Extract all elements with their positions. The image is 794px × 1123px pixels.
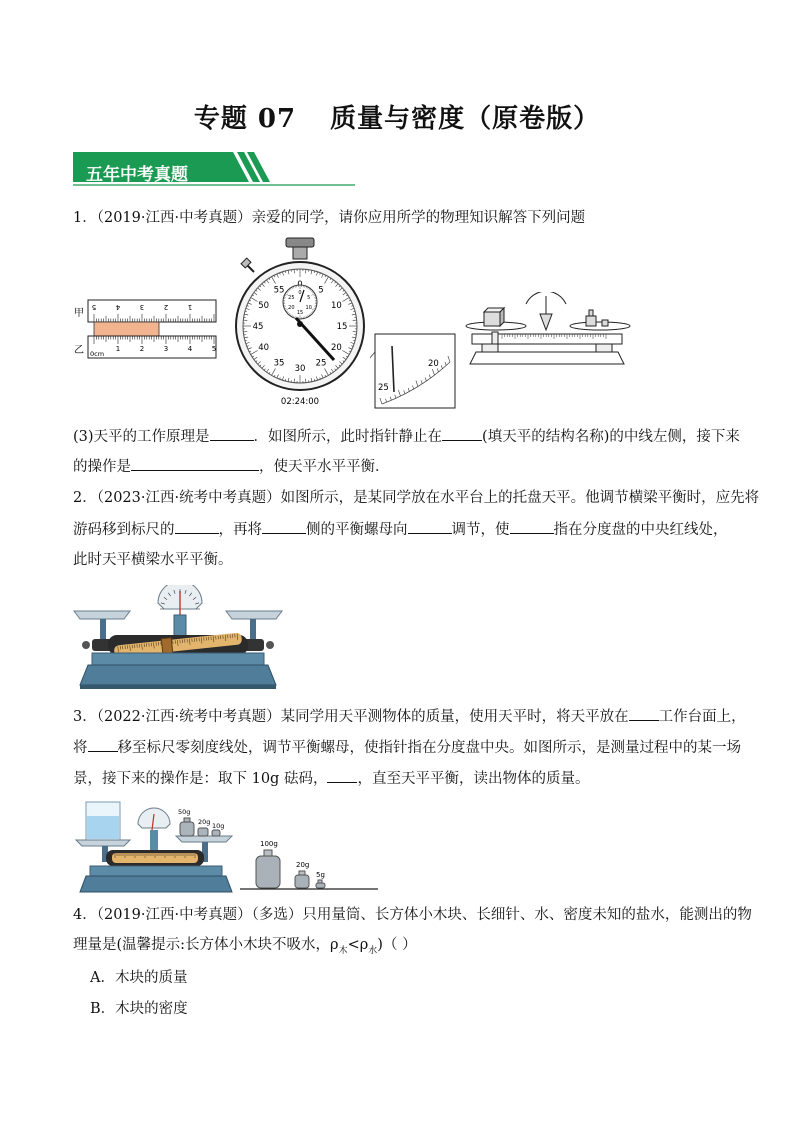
q4-line1: 4．（2019·江西·中考真题）（多选）只用量筒、长方体小木块、长细针、水、密度未知的盐水，能测出的物: [73, 907, 752, 923]
stopwatch-inner-number: 0: [298, 290, 302, 296]
stopwatch-number: 20: [330, 343, 342, 353]
q2-line3: 此时天平横梁水平平衡。: [73, 552, 233, 568]
ruler-number: 2: [139, 345, 145, 353]
balance-color-figure: [70, 585, 288, 691]
q1-line1-a: (3)天平的工作原理是: [73, 429, 210, 445]
pan-weight-20g: 20g: [198, 818, 211, 826]
stopwatch-inner-number: 25: [288, 295, 295, 301]
section-banner-label: 五年中考真题: [86, 165, 188, 185]
stopwatch-number: 50: [258, 301, 270, 311]
aside-weight-5g: 5g: [316, 871, 325, 879]
q4-option-a[interactable]: A．木块的质量: [90, 970, 188, 986]
q2-line2-b: ，再将: [218, 522, 262, 538]
q1-line1: [73, 426, 740, 447]
q3-line2-a: 将: [73, 740, 88, 756]
ruler-number: 3: [139, 303, 145, 311]
q1-line2: [73, 456, 390, 477]
ruler-number: 5: [211, 345, 217, 353]
ruler-figure: [72, 298, 220, 362]
blank-q3-2[interactable]: [88, 737, 118, 752]
q3-line2-b: 移至标尺零刻度线处，调节平衡螺母，使指针指在分度盘中央。如图所示，是测量过程中的某一场: [117, 740, 741, 756]
stopwatch-figure: [230, 236, 370, 408]
q3-line1-a: 3．（2022·江西·统考中考真题）某同学用天平测物体的质量，使用天平时，将天平放在: [73, 709, 629, 725]
ruler-number: 5: [91, 303, 97, 311]
stopwatch-number: 15: [336, 322, 348, 332]
title-part2: 质量与密度（原卷版）: [330, 104, 601, 134]
q2-line2-d: 调节，使: [451, 522, 510, 538]
rho-less-than: <ρ: [347, 937, 369, 953]
blank-q2-2[interactable]: [262, 519, 306, 534]
ruler-number: 4: [115, 303, 121, 311]
q1-line1-b: ．如图所示，此时指针静止在: [253, 429, 443, 445]
blank-q2-1[interactable]: [175, 519, 219, 534]
stopwatch-number: 30: [294, 364, 306, 374]
stopwatch-number: 45: [252, 322, 264, 332]
q4-line2: [73, 935, 417, 961]
q2-line2-c: 侧的平衡螺母向: [306, 522, 408, 538]
stopwatch-inner-number: 15: [296, 310, 304, 316]
q2-line1: 2．（2023·江西·统考中考真题）如图所示，是某同学放在水平台上的托盘天平。他调节横梁平衡时，应先将: [73, 490, 760, 506]
ruler-label-bottom: 乙: [74, 345, 84, 356]
q1-line2-a: 的操作是: [73, 459, 131, 475]
stopwatch-number: 35: [273, 358, 285, 369]
zoom-label-25: 25: [378, 383, 389, 393]
ruler-number: 1: [187, 303, 193, 311]
blank-q2-4[interactable]: [510, 519, 554, 534]
q3-line3-a: 景，接下来的操作是：取下 10g 砝码，: [73, 771, 328, 787]
q2-line2-e: 指在分度盘的中央红线处，: [553, 522, 728, 538]
stopwatch-number: 40: [258, 343, 270, 353]
ruler-number: 2: [163, 303, 169, 311]
q2-line2: [73, 519, 728, 540]
q1-stem: 1．（2019·江西·中考真题）亲爱的同学，请你应用所学的物理知识解答下列问题: [73, 210, 586, 226]
zoom-label-20: 20: [428, 359, 439, 369]
stopwatch-inner-number: 10: [305, 305, 312, 311]
q2-line2-a: 游码移到标尺的: [73, 522, 175, 538]
ruler-number: 3: [163, 345, 169, 353]
page-title: [0, 98, 794, 135]
q4-option-b[interactable]: B．木块的密度: [90, 1001, 188, 1017]
q3-line2: [73, 737, 741, 758]
blank-q3-3[interactable]: [327, 768, 357, 783]
blank-working-principle[interactable]: [210, 426, 254, 441]
balance-beaker-figure: [72, 796, 240, 896]
blank-next-operation[interactable]: [131, 456, 259, 471]
stopwatch-number: 25: [315, 358, 327, 369]
rho-sub-water: 水: [368, 945, 378, 956]
q3-line1-b: 工作台面上，: [658, 709, 746, 725]
title-part1: 专题 07: [193, 104, 297, 134]
stopwatch-time: 02:24:00: [280, 397, 320, 407]
blank-structure-name[interactable]: [442, 426, 482, 441]
ruler-number: 1: [115, 345, 121, 353]
q4-line2-a: 理量是(温馨提示:长方体小木块不吸水，ρ: [73, 937, 339, 953]
stopwatch-inner-number: 20: [288, 305, 295, 311]
q4-line2-b: )（ ）: [377, 937, 417, 953]
pan-weight-10g: 10g: [212, 822, 225, 830]
stopwatch-number: 55: [273, 285, 285, 296]
zoom-box-figure: [370, 332, 458, 412]
ruler-unit: 0cm: [90, 350, 105, 358]
stopwatch-number: 10: [330, 301, 342, 311]
q3-line1: [73, 706, 746, 727]
weights-aside-figure: [240, 830, 380, 894]
stopwatch-inner-number: 5: [307, 295, 311, 301]
balance-lineart-figure: [462, 292, 632, 372]
ruler-label-top: 甲: [74, 308, 84, 319]
blank-q2-3[interactable]: [408, 519, 452, 534]
aside-weight-20g: 20g: [296, 861, 310, 869]
q3-line3: [73, 768, 589, 789]
aside-weight-100g: 100g: [260, 840, 278, 848]
q1-line1-c: (填天平的结构名称)的中线左侧，接下来: [482, 429, 740, 445]
ruler-number: 4: [187, 345, 193, 353]
q3-line3-b: ，直至天平平衡，读出物体的质量。: [357, 771, 590, 787]
stopwatch-number: 5: [318, 285, 324, 296]
q1-line2-b: ，使天平水平平衡．: [259, 459, 390, 475]
pan-weight-50g: 50g: [178, 808, 191, 816]
rho-sub-wood: 木: [338, 945, 348, 956]
blank-q3-1[interactable]: [629, 706, 659, 721]
